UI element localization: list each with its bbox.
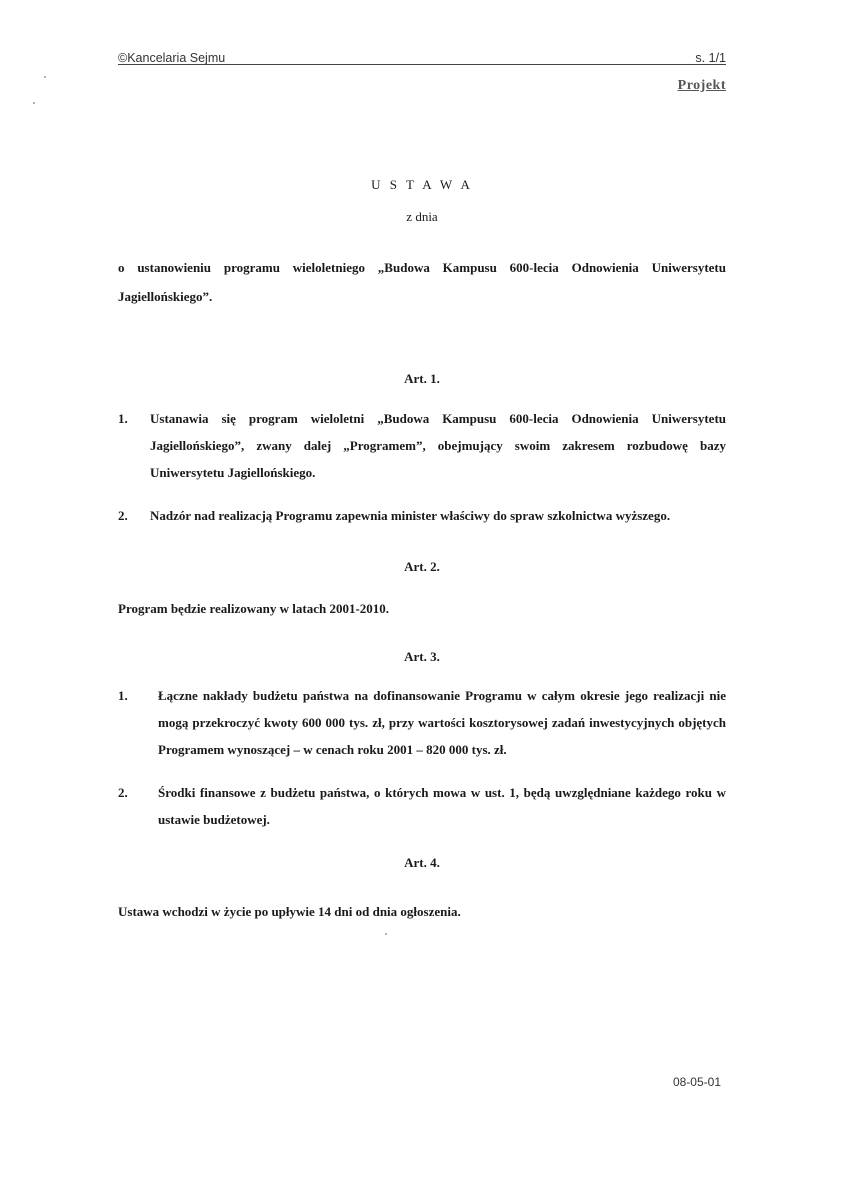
article-4-text: Ustawa wchodzi w życie po upływie 14 dni od dnia ogłoszenia. xyxy=(118,904,461,919)
draft-mark: Projekt xyxy=(677,78,726,93)
article-2-text: Program będzie realizowany w latach 2001-2010. xyxy=(118,601,390,616)
paragraph-text: Łączne nakłady budżetu państwa na dofinansowanie Programu w całym okresie jego realizacji nie mogą przekroczyć kwoty 600 000 tys. zł, przy wartości kosztorysowej zadań inwestycyjnych objętych Programem wynoszącej – w cenach roku 2001 – 820 000 tys. zł. xyxy=(158,688,726,757)
header-source: ©Kancelaria Sejmu xyxy=(118,51,226,65)
scan-speck xyxy=(33,102,35,104)
article-1-paragraph-1 xyxy=(118,405,726,486)
article-1-heading: Art. 1. xyxy=(404,371,440,386)
article-4-heading: Art. 4. xyxy=(404,855,440,870)
date-line: z dnia xyxy=(406,209,438,224)
scan-speck xyxy=(385,933,387,935)
act-subject: o ustanowieniu programu wieloletniego „Budowa Kampusu 600-lecia Odnowienia Uniwersytetu Jagiellońskiego”. xyxy=(118,260,726,304)
paragraph-number: 1. xyxy=(118,688,128,703)
paragraph-number: 1. xyxy=(118,411,128,426)
article-3-paragraph-1 xyxy=(118,682,726,763)
header-page-number: s. 1/1 xyxy=(695,51,726,65)
paragraph-text: Ustanawia się program wieloletni „Budowa Kampusu 600-lecia Odnowienia Uniwersytetu Jagiellońskiego”, zwany dalej „Programem”, obejmujący swoim zakresem rozbudowę bazy Uniwersytetu Jagiellońskiego. xyxy=(150,411,726,480)
article-3-paragraph-2 xyxy=(118,779,726,833)
paragraph-text: Środki finansowe z budżetu państwa, o których mowa w ust. 1, będą uwzględniane każdego roku w ustawie budżetowej. xyxy=(158,785,726,827)
document-title: U S T A W A xyxy=(371,177,473,192)
scan-speck xyxy=(44,76,46,78)
article-2-heading: Art. 2. xyxy=(404,559,440,574)
footer-code: 08-05-01 xyxy=(672,1075,721,1089)
header-rule xyxy=(118,64,726,65)
paragraph-number: 2. xyxy=(118,508,128,523)
article-1-paragraph-2 xyxy=(118,502,726,529)
paragraph-number: 2. xyxy=(118,785,128,800)
article-3-heading: Art. 3. xyxy=(404,649,440,664)
paragraph-text: Nadzór nad realizacją Programu zapewnia minister właściwy do spraw szkolnictwa wyższego. xyxy=(150,508,671,523)
